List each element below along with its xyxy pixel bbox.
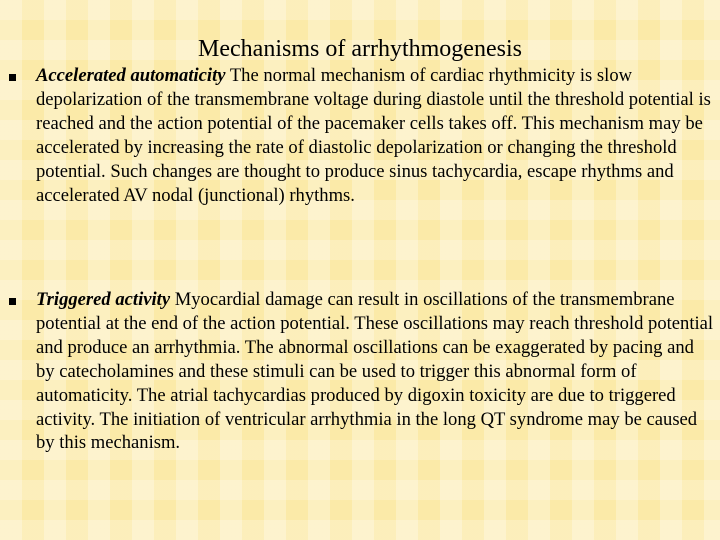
square-bullet-icon — [9, 74, 16, 81]
bullet-text: Myocardial damage can result in oscillations of the transmembrane potential at the end of the action potential. These oscillations may reach threshold potential and produce an arrhythmia. The abnormal oscillations can be exaggerated by pacing and by catecholamines and these stimuli can be used to trigger this abnormal form of automaticity. The atrial tachycardias produced by digoxin toxicity are due to triggered activity. The initiation of ventricular arrhythmia in the long QT syndrome may be caused by this mechanism. — [36, 289, 714, 454]
bullet-text: The normal mechanism of cardiac rhythmicity is slow depolarization of the transmembrane voltage during diastole until the threshold potential is reached and the action potential of the pacemaker cells takes off. This mechanism may be accelerated by increasing the rate of diastolic depolarization or changing the threshold potential. Such changes are thought to produce sinus tachycardia, escape rhythms and accelerated AV nodal (junctional) rhythms. — [36, 65, 711, 206]
bullet-lead: Triggered activity — [36, 289, 171, 310]
slide-title: Mechanisms of arrhythmogenesis — [198, 36, 522, 62]
square-bullet-icon — [9, 298, 16, 305]
bullet-item-triggered-activity — [36, 288, 716, 455]
bullet-lead: Accelerated automaticity — [36, 65, 226, 86]
bullet-item-accelerated-automaticity — [36, 64, 716, 207]
